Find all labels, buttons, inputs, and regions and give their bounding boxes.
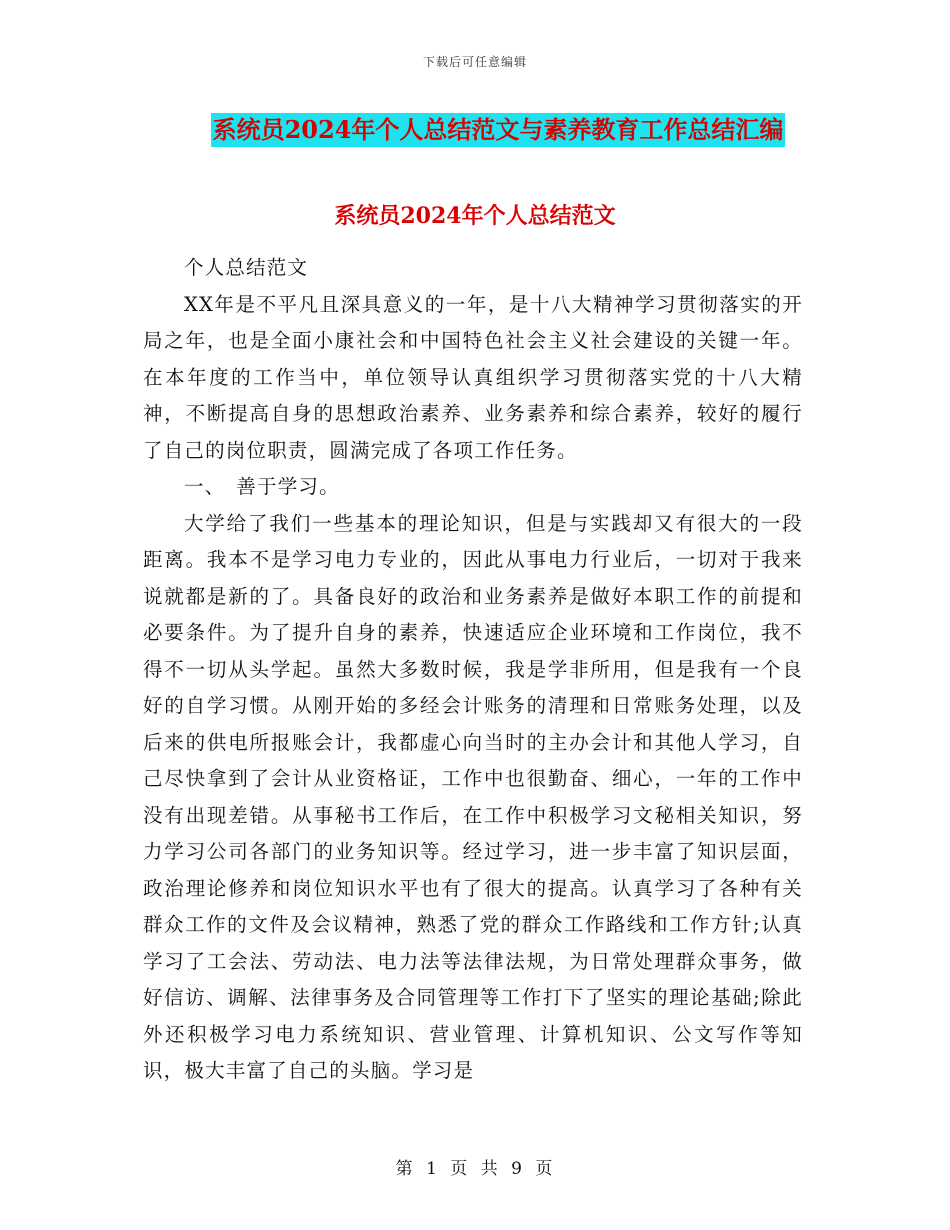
footer-total-label: 共 (480, 1159, 500, 1179)
page-footer (0, 1154, 950, 1179)
document-body (143, 250, 803, 1090)
footer-total-unit: 页 (535, 1159, 555, 1179)
paragraph-heading-learning: 一、 善于学习。 (183, 475, 340, 498)
footer-page-label: 第 (395, 1159, 415, 1179)
paragraph-learning-detail: 大学给了我们一些基本的理论知识，但是与实践却又有很大的一段距离。我本不是学习电力专业的，因此从事电力行业后，一切对于我来说就都是新的了。具备良好的政治和业务素养是做好本职工作的前提和必要条件。为了提升自身的素养，快速适应企业环境和工作岗位，我不得不一切从头学起。虽然大多数时候，我是学非所用，但是我有一个良好的自学习惯。从刚开始的多经会计账务的清理和日常账务处理，以及后来的供电所报账会计，我都虚心向当时的主办会计和其他人学习，自己尽快拿到了会计从业资格证，工作中也很勤奋、细心，一年的工作中没有出现差错。从事秘书工作后，在工作中积极学习文秘相关知识，努力学习公司各部门的业务知识等。经过学习，进一步丰富了知识层面，政治理论修养和岗位知识水平也有了很大的提高。认真学习了各种有关群众工作的文件及会议精神，熟悉了党的群众工作路线和工作方针;认真学习了工会法、劳动法、电力法等法律法规，为日常处理群众事务，做好信访、调解、法律事务及合同管理等工作打下了坚实的理论基础;除此外还积极学习电力系统知识、营业管理、计算机知识、公文写作等知识，极大丰富了自己的头脑。学习是 (143, 511, 803, 1082)
footer-current-page: 1 (426, 1159, 439, 1179)
section-title: 系统员2024年个人总结范文 (334, 203, 616, 229)
paragraph-intro-label: 个人总结范文 (183, 256, 309, 279)
main-title-container (0, 113, 950, 147)
footer-total-pages: 9 (511, 1159, 524, 1179)
footer-page-unit: 页 (450, 1159, 470, 1179)
main-title: 系统员2024年个人总结范文与素养教育工作总结汇编 (211, 113, 786, 147)
page-header-note: 下载后可任意编辑 (422, 55, 527, 69)
paragraph-overview: XX年是不平凡且深具意义的一年，是十八大精神学习贯彻落实的开局之年，也是全面小康社会和中国特色社会主义社会建设的关键一年。在本年度的工作当中，单位领导认真组织学习贯彻落实党的十八大精神，不断提高自身的思想政治素养、业务素养和综合素养，较好的履行了自己的岗位职责，圆满完成了各项工作任务。 (143, 292, 803, 462)
